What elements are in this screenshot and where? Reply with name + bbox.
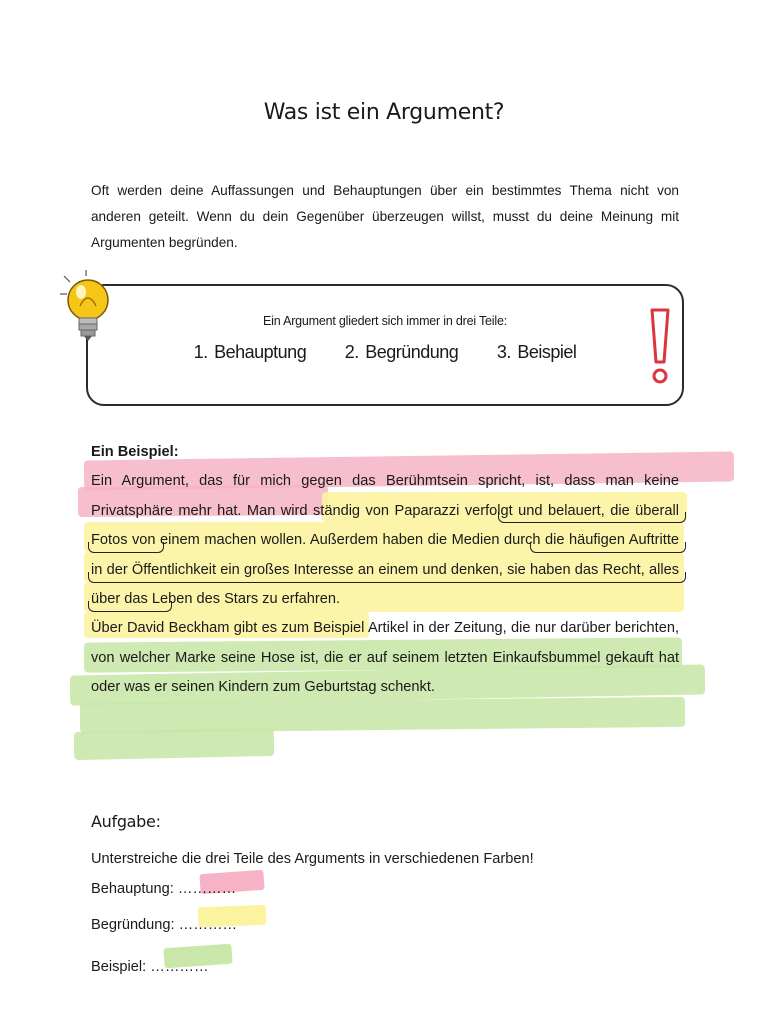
example-instance: Über David Beckham gibt es zum Beispiel Artikel in der Zeitung, die nur darüber berichten, von welcher Marke seine Hose ist, die er auf seinem letzten Einkaufsbummel gekauft hat oder was er seinen Kindern zum Geburtstag schenkt.	[91, 620, 679, 696]
task-row-blank: …………	[178, 917, 238, 933]
example-highlight	[74, 728, 275, 760]
task-section	[91, 846, 691, 990]
example-heading: Ein Beispiel:	[91, 444, 179, 460]
task-label: Aufgabe:	[91, 812, 161, 831]
task-row-label: Behauptung:	[91, 881, 174, 897]
part-reason: 2. Begründung	[344, 342, 459, 362]
part-claim: 1. Behauptung	[193, 342, 307, 362]
info-box-parts	[88, 342, 682, 363]
task-instruction: Unterstreiche die drei Teile des Arguments in verschiedenen Farben!	[91, 851, 534, 867]
part-example: 3. Beispiel	[496, 342, 577, 362]
info-box-subtitle: Ein Argument gliedert sich immer in drei Teile:	[263, 314, 507, 328]
task-row-reason	[91, 912, 691, 954]
task-row-example	[91, 954, 691, 990]
info-box	[86, 284, 684, 406]
intro-paragraph: Oft werden deine Auffassungen und Behauptungen über ein bestimmtes Thema nicht von anderen geteilt. Wenn du dein Gegenüber überzeugen willst, musst du deine Meinung mit Argumenten begründen.	[91, 183, 679, 250]
task-row-claim	[91, 876, 691, 912]
example-claim: Ein Argument, das für mich gegen das Berühmtsein spricht, ist, dass man keine Privatsphäre mehr hat.	[91, 473, 679, 519]
task-row-label: Begründung:	[91, 917, 175, 933]
exclamation-icon	[646, 306, 674, 386]
task-row-label: Beispiel:	[91, 959, 147, 975]
task-row-blank: …………	[177, 881, 237, 897]
light-bulb-icon	[58, 268, 114, 348]
example-section	[91, 438, 679, 703]
example-reason: Man wird ständig von Paparazzi verfolgt und belauert, die überall Fotos von einem machen wollen. Außerdem haben die Medien durch die häufigen Auftritte in der Öffentlichkeit ein großes Interesse an einem und denken, sie haben das Recht, alles über das Leben des Stars zu erfahren.	[91, 502, 679, 608]
page-title: Was ist ein Argument?	[263, 100, 505, 125]
task-row-blank: …………	[150, 959, 209, 975]
